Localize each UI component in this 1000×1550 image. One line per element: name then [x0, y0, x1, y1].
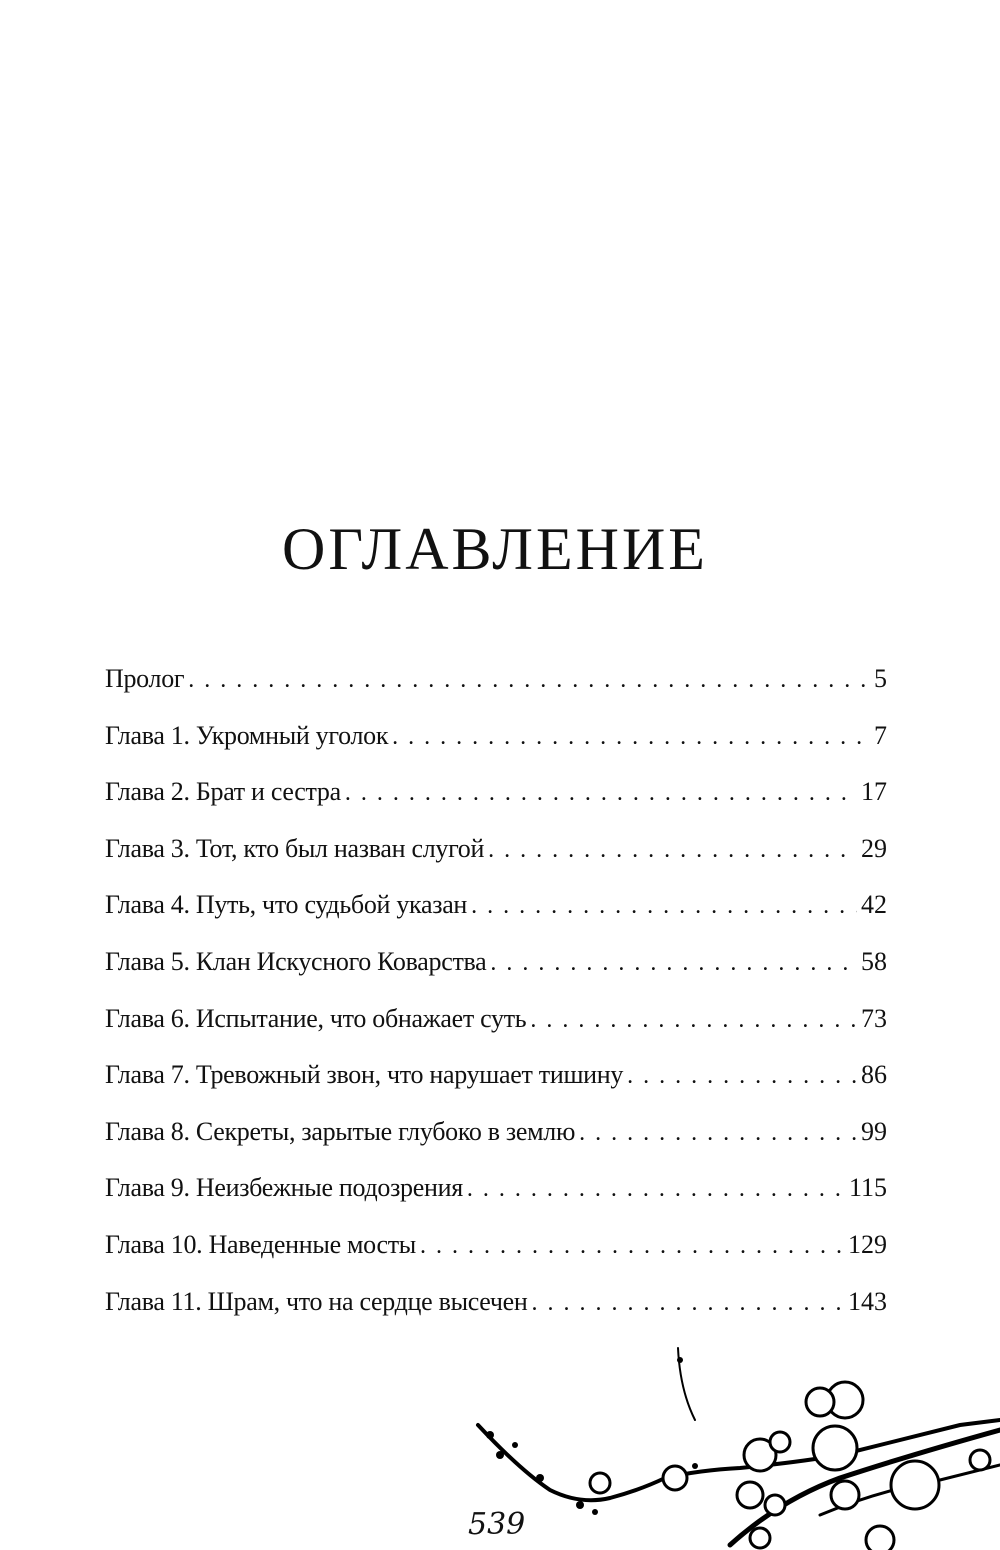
toc-entry: [105, 1060, 887, 1117]
page-number: 539: [468, 1507, 526, 1542]
toc-entry: [105, 947, 887, 1004]
dot-leader: [467, 1176, 845, 1203]
toc-entry-page: 86: [861, 1060, 887, 1090]
toc-entry: [105, 664, 887, 721]
toc-entry-page: 99: [861, 1116, 887, 1146]
toc-entry-page: 42: [861, 890, 887, 920]
toc-entry-label: Глава 1. Укромный уголок: [105, 720, 389, 750]
toc-entry: [105, 1173, 887, 1230]
dot-leader: [420, 1233, 844, 1260]
toc-entry-label: Глава 11. Шрам, что на сердце высечен: [105, 1286, 528, 1316]
toc-entry-page: 5: [874, 664, 887, 693]
toc-entry-page: 7: [874, 720, 887, 750]
toc-entry-label: Глава 6. Испытание, что обнажает суть: [105, 1003, 527, 1033]
table-of-contents: [105, 664, 887, 1343]
toc-entry-label: Глава 2. Брат и сестра: [105, 777, 341, 807]
toc-entry-label: Глава 8. Секреты, зарытые глубоко в землю: [105, 1116, 576, 1146]
toc-entry-page: 115: [848, 1173, 887, 1203]
page-title: ОГЛАВЛЕНИЕ: [282, 516, 708, 582]
dot-leader: [627, 1063, 857, 1090]
toc-entry-page: 58: [861, 946, 887, 976]
toc-entry-label: Глава 7. Тревожный звон, что нарушает тишину: [105, 1060, 624, 1090]
dot-leader: [488, 837, 857, 864]
toc-entry: [105, 1117, 887, 1174]
toc-entry-page: 29: [861, 833, 887, 863]
toc-entry-page: 129: [848, 1229, 887, 1259]
toc-entry: [105, 890, 887, 947]
toc-entry-label: Пролог: [105, 664, 185, 693]
toc-entry-page: 143: [848, 1286, 887, 1316]
dot-leader: [392, 724, 870, 751]
toc-entry-page: 73: [861, 1003, 887, 1033]
toc-entry-label: Глава 9. Неизбежные подозрения: [105, 1173, 463, 1203]
dot-leader: [188, 667, 870, 694]
dot-leader: [471, 893, 857, 920]
dot-leader: [490, 950, 857, 977]
dot-leader: [532, 1290, 844, 1317]
toc-entry: [105, 834, 887, 891]
toc-entry-page: 17: [861, 777, 887, 807]
toc-entry: [105, 721, 887, 778]
toc-entry: [105, 777, 887, 834]
toc-entry: [105, 1004, 887, 1061]
toc-entry-label: Глава 4. Путь, что судьбой указан: [105, 890, 468, 920]
dot-leader: [530, 1007, 857, 1034]
toc-entry-label: Глава 3. Тот, кто был назван слугой: [105, 833, 485, 863]
toc-entry-label: Глава 10. Наведенные мосты: [105, 1229, 416, 1259]
dot-leader: [579, 1120, 857, 1147]
toc-entry-label: Глава 5. Клан Искусного Коварства: [105, 946, 487, 976]
dot-leader: [345, 780, 857, 807]
toc-entry: [105, 1230, 887, 1287]
